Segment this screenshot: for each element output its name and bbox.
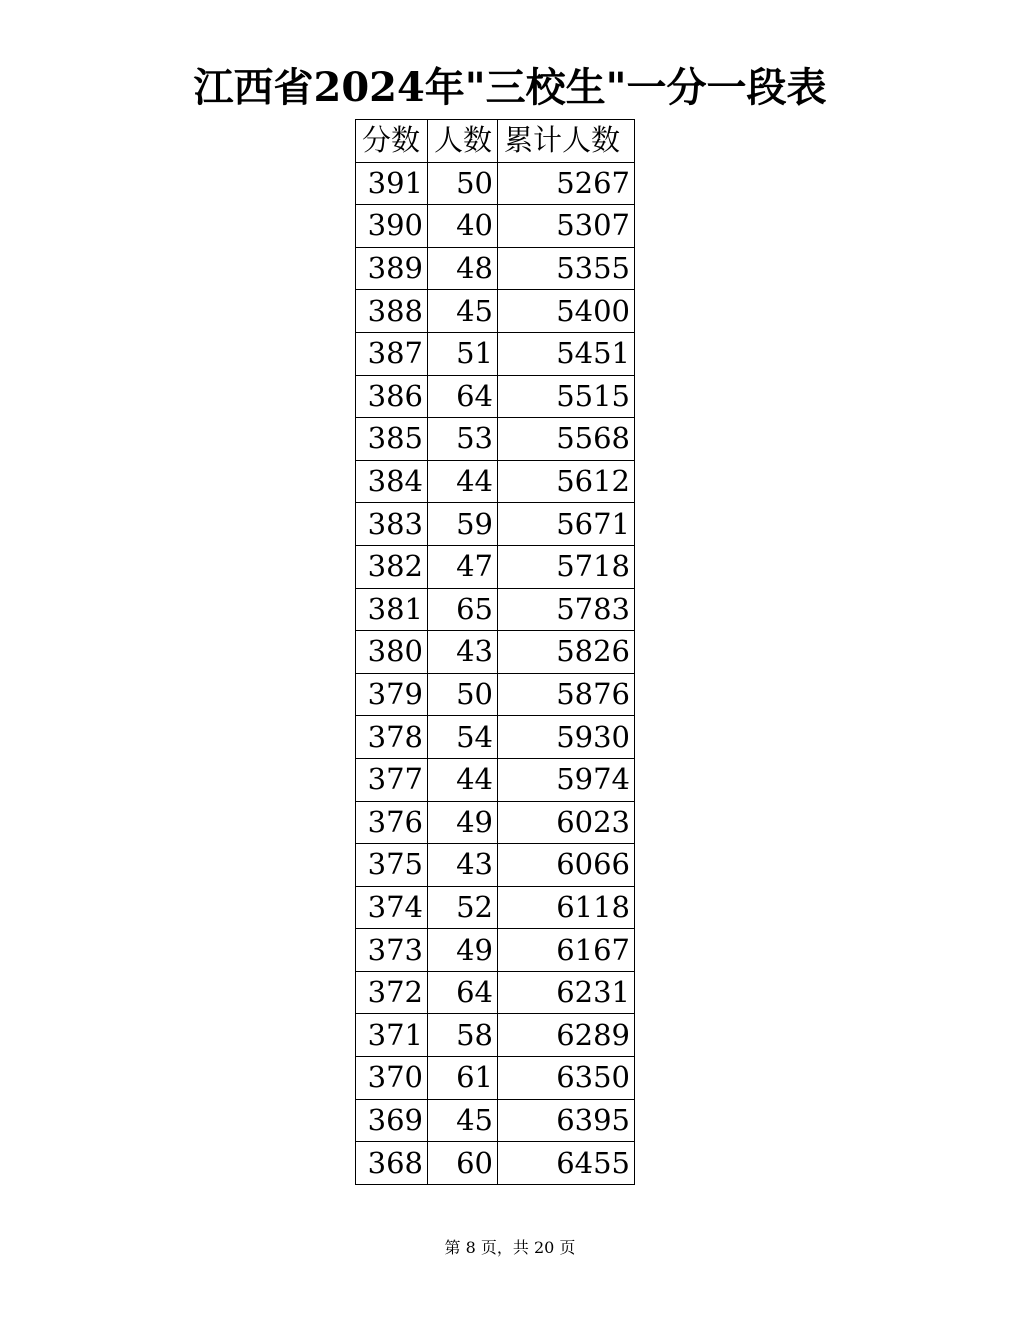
cumulative-cell: 5930 <box>498 716 635 759</box>
score-cell: 380 <box>356 631 428 674</box>
score-cell: 369 <box>356 1099 428 1142</box>
count-cell: 51 <box>428 332 498 375</box>
table-row <box>356 375 635 418</box>
table-row <box>356 588 635 631</box>
count-cell: 50 <box>428 162 498 205</box>
table-row <box>356 844 635 887</box>
table-row <box>356 758 635 801</box>
table-row <box>356 332 635 375</box>
table-row <box>356 1014 635 1057</box>
cumulative-cell: 5568 <box>498 418 635 461</box>
count-cell: 60 <box>428 1142 498 1185</box>
table-body <box>356 162 635 1184</box>
header-score: 分数 <box>356 120 428 163</box>
cumulative-cell: 5974 <box>498 758 635 801</box>
cumulative-cell: 6066 <box>498 844 635 887</box>
score-cell: 374 <box>356 886 428 929</box>
table-row <box>356 205 635 248</box>
count-cell: 64 <box>428 375 498 418</box>
score-distribution-table <box>355 119 635 1185</box>
table-row <box>356 162 635 205</box>
cumulative-cell: 6023 <box>498 801 635 844</box>
score-cell: 377 <box>356 758 428 801</box>
table-row <box>356 1099 635 1142</box>
score-cell: 391 <box>356 162 428 205</box>
page-footer: 第 8 页，共 20 页 <box>444 1238 576 1257</box>
count-cell: 58 <box>428 1014 498 1057</box>
score-cell: 376 <box>356 801 428 844</box>
table-row <box>356 929 635 972</box>
table-row <box>356 1142 635 1185</box>
count-cell: 64 <box>428 971 498 1014</box>
table-row <box>356 545 635 588</box>
cumulative-cell: 6167 <box>498 929 635 972</box>
table-row <box>356 673 635 716</box>
table-row <box>356 886 635 929</box>
score-cell: 387 <box>356 332 428 375</box>
cumulative-cell: 5671 <box>498 503 635 546</box>
cumulative-cell: 5355 <box>498 247 635 290</box>
count-cell: 65 <box>428 588 498 631</box>
cumulative-cell: 5451 <box>498 332 635 375</box>
cumulative-cell: 6118 <box>498 886 635 929</box>
count-cell: 47 <box>428 545 498 588</box>
table-row <box>356 971 635 1014</box>
table-row <box>356 801 635 844</box>
cumulative-cell: 6231 <box>498 971 635 1014</box>
count-cell: 45 <box>428 1099 498 1142</box>
score-cell: 382 <box>356 545 428 588</box>
cumulative-cell: 6395 <box>498 1099 635 1142</box>
score-cell: 384 <box>356 460 428 503</box>
cumulative-cell: 5718 <box>498 545 635 588</box>
score-cell: 370 <box>356 1057 428 1100</box>
count-cell: 45 <box>428 290 498 333</box>
cumulative-cell: 6455 <box>498 1142 635 1185</box>
header-cumulative: 累计人数 <box>498 120 635 163</box>
count-cell: 54 <box>428 716 498 759</box>
cumulative-cell: 5876 <box>498 673 635 716</box>
table-row <box>356 247 635 290</box>
count-cell: 50 <box>428 673 498 716</box>
count-cell: 49 <box>428 801 498 844</box>
cumulative-cell: 5515 <box>498 375 635 418</box>
count-cell: 40 <box>428 205 498 248</box>
count-cell: 44 <box>428 758 498 801</box>
page-title: 江西省2024年"三校生"一分一段表 <box>193 64 827 111</box>
table-row <box>356 716 635 759</box>
table-row <box>356 1057 635 1100</box>
cumulative-cell: 5826 <box>498 631 635 674</box>
table-row <box>356 460 635 503</box>
count-cell: 52 <box>428 886 498 929</box>
score-cell: 386 <box>356 375 428 418</box>
table-row <box>356 503 635 546</box>
count-cell: 59 <box>428 503 498 546</box>
cumulative-cell: 5307 <box>498 205 635 248</box>
count-cell: 43 <box>428 631 498 674</box>
count-cell: 48 <box>428 247 498 290</box>
score-cell: 383 <box>356 503 428 546</box>
count-cell: 53 <box>428 418 498 461</box>
count-cell: 61 <box>428 1057 498 1100</box>
table-row <box>356 631 635 674</box>
cumulative-cell: 5783 <box>498 588 635 631</box>
score-cell: 379 <box>356 673 428 716</box>
cumulative-cell: 6289 <box>498 1014 635 1057</box>
score-cell: 390 <box>356 205 428 248</box>
score-cell: 373 <box>356 929 428 972</box>
count-cell: 43 <box>428 844 498 887</box>
table-header-row <box>356 120 635 163</box>
score-cell: 375 <box>356 844 428 887</box>
table-row <box>356 418 635 461</box>
score-cell: 372 <box>356 971 428 1014</box>
score-cell: 371 <box>356 1014 428 1057</box>
score-cell: 378 <box>356 716 428 759</box>
header-count: 人数 <box>428 120 498 163</box>
table-row <box>356 290 635 333</box>
score-cell: 388 <box>356 290 428 333</box>
score-cell: 368 <box>356 1142 428 1185</box>
count-cell: 44 <box>428 460 498 503</box>
score-cell: 385 <box>356 418 428 461</box>
score-cell: 389 <box>356 247 428 290</box>
score-cell: 381 <box>356 588 428 631</box>
cumulative-cell: 5267 <box>498 162 635 205</box>
cumulative-cell: 6350 <box>498 1057 635 1100</box>
count-cell: 49 <box>428 929 498 972</box>
cumulative-cell: 5612 <box>498 460 635 503</box>
cumulative-cell: 5400 <box>498 290 635 333</box>
